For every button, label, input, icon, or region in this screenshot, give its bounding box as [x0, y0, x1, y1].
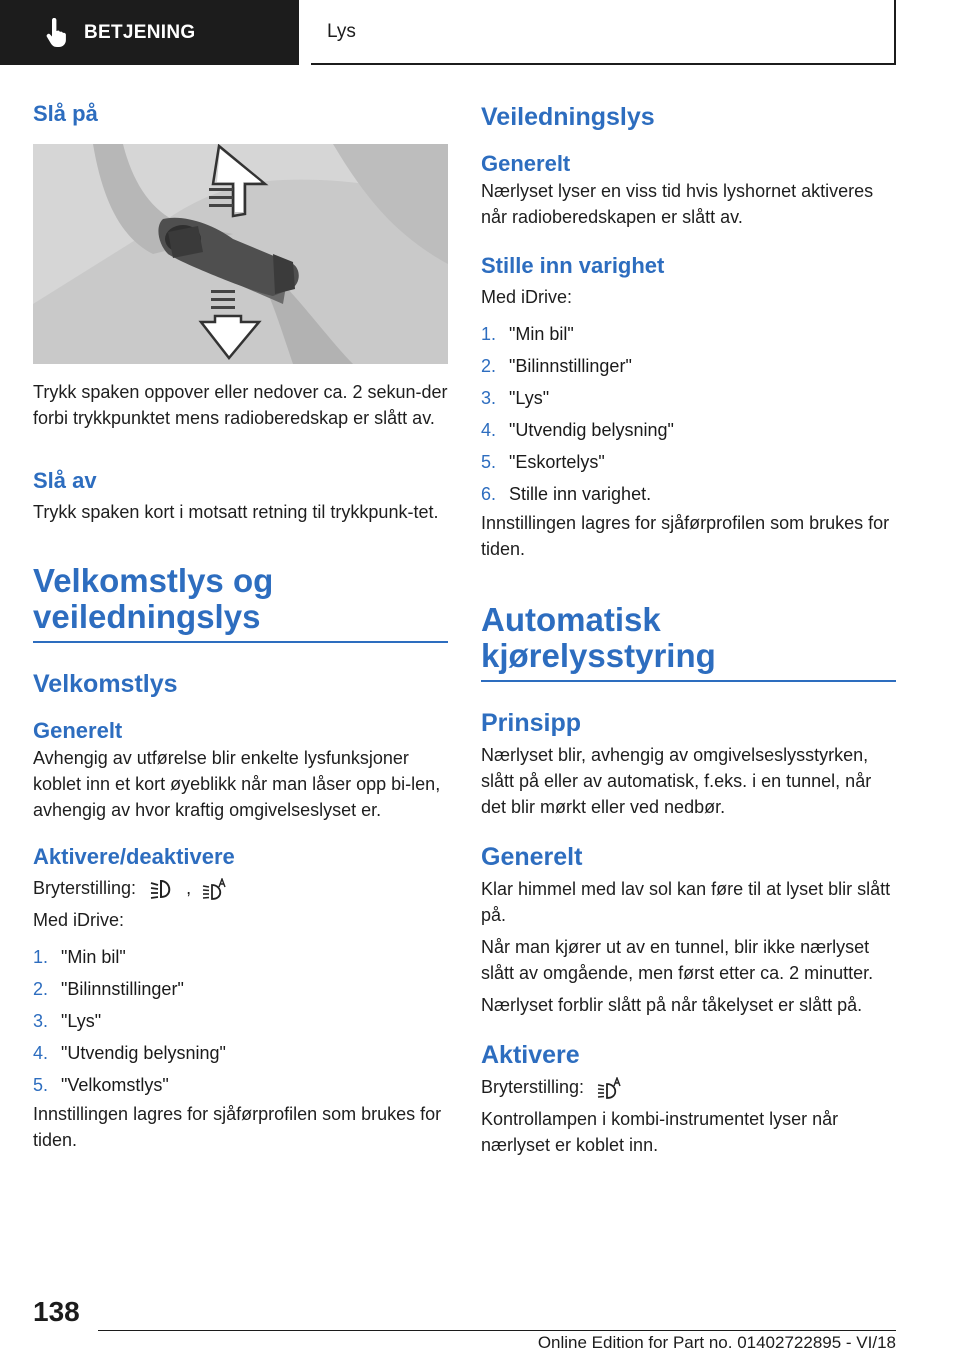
heading-sla-pa: Slå på: [33, 101, 98, 126]
list-item: 3. "Lys": [481, 388, 550, 408]
lever-illustration: [33, 144, 448, 364]
heading-automatisk-kjorelysstyring: Automatisk kjørelysstyring: [481, 602, 896, 682]
heading-sla-av: Slå av: [33, 468, 97, 493]
header-section-tab: [0, 0, 299, 65]
veiledningslys-saved-text: Innstillingen lagres for sjåførprofilen som brukes for tiden.: [481, 513, 890, 559]
list-item: 4. "Utvendig belysning": [33, 1043, 226, 1063]
right-column: [481, 92, 896, 1158]
auto-headlight-icon: [202, 878, 228, 900]
footer-divider: [98, 1330, 896, 1331]
auto-generelt-p3: Nærlyset forblir slått på når tåkelyset er slått på.: [481, 995, 863, 1015]
list-item: 2. "Bilinnstillinger": [33, 979, 184, 999]
bryterstilling-separator: ,: [186, 878, 192, 898]
auto-generelt-p2: Når man kjører ut av en tunnel, blir ikke nærlyset slått av omgående, men først etter ca. 2 minutter.: [481, 937, 874, 983]
list-item: 5. "Velkomstlys": [33, 1075, 169, 1095]
list-item: 1. "Min bil": [481, 324, 574, 344]
heading-prinsipp: Prinsipp: [481, 709, 582, 737]
list-item: 2. "Bilinnstillinger": [481, 356, 632, 376]
heading-aktivere: Aktivere: [481, 1041, 580, 1069]
edition-text: Online Edition for Part no. 01402722895 - VI/18: [537, 1333, 896, 1352]
veiledningslys-generelt-text: Nærlyset lyser en viss tid hvis lyshornet aktiveres når radioberedskapen er slått av.: [481, 181, 874, 227]
list-item: 6. Stille inn varighet.: [481, 484, 652, 504]
heading-auto-generelt: Generelt: [481, 843, 583, 871]
auto-headlight-icon: [597, 1077, 623, 1099]
bryterstilling-label: Bryterstilling:: [33, 878, 137, 898]
bryterstilling-line: [33, 875, 448, 901]
velkomstlys-saved-text: Innstillingen lagres for sjåførprofilen som brukes for tiden.: [33, 1104, 442, 1150]
velkomstlys-idrive: Med iDrive:: [33, 910, 125, 930]
main-title: [33, 563, 448, 643]
main-title-line-1: Velkomstlys og: [33, 562, 274, 599]
veiledningslys-idrive: Med iDrive:: [481, 287, 573, 307]
list-item: 1. "Min bil": [33, 947, 126, 967]
heading-velkomstlys: Velkomstlys: [33, 670, 178, 698]
heading-veiledningslys-generelt: Generelt: [481, 151, 571, 176]
hand-pointer-icon: [44, 18, 70, 48]
page-number: 138: [33, 1296, 80, 1327]
section-title: BETJENING: [84, 21, 196, 43]
heading-veiledningslys: Veiledningslys: [481, 103, 655, 131]
auto-generelt-p1: Klar himmel med lav sol kan føre til at lyset blir slått på.: [481, 879, 891, 925]
list-item: 5. "Eskortelys": [481, 452, 605, 472]
heading-aktivere-deaktivere: Aktivere/deaktivere: [33, 844, 235, 869]
veiledningslys-steps: [481, 318, 896, 510]
heading-stille-inn-varighet: Stille inn varighet: [481, 253, 665, 278]
low-beam-icon: [149, 878, 175, 900]
left-column: [33, 92, 448, 1153]
list-item: 4. "Utvendig belysning": [481, 420, 674, 440]
velkomstlys-generelt-text: Avhengig av utførelse blir enkelte lysfunksjoner koblet inn et kort øyeblikk når man låser opp bi-len, avhengig av hvor kraftig omgivelseslyset er.: [33, 748, 441, 820]
velkomstlys-steps: [33, 941, 448, 1101]
heading-velkomstlys-generelt: Generelt: [33, 718, 123, 743]
header-chapter: [311, 0, 896, 65]
main-title-line-2: veiledningslys: [33, 598, 261, 635]
auto-bryterstilling-line: [481, 1074, 896, 1100]
auto-bryterstilling-label: Bryterstilling:: [481, 1077, 585, 1097]
sla-av-text: Trykk spaken kort i motsatt retning til trykkpunk-tet.: [33, 502, 439, 522]
prinsipp-text: Nærlyset blir, avhengig av omgivelseslysstyrken, slått på eller av automatisk, f.eks. i en tunnel, når det blir mørkt eller ved nedbør.: [481, 745, 872, 817]
chapter-title: Lys: [327, 20, 356, 42]
sla-pa-text: Trykk spaken oppover eller nedover ca. 2 sekun-der forbi trykkpunktet mens radioberedskap er slått av.: [33, 382, 448, 428]
list-item: 3. "Lys": [33, 1011, 102, 1031]
kontrollampe-text: Kontrollampen i kombi-instrumentet lyser når nærlyset er koblet inn.: [481, 1109, 839, 1155]
